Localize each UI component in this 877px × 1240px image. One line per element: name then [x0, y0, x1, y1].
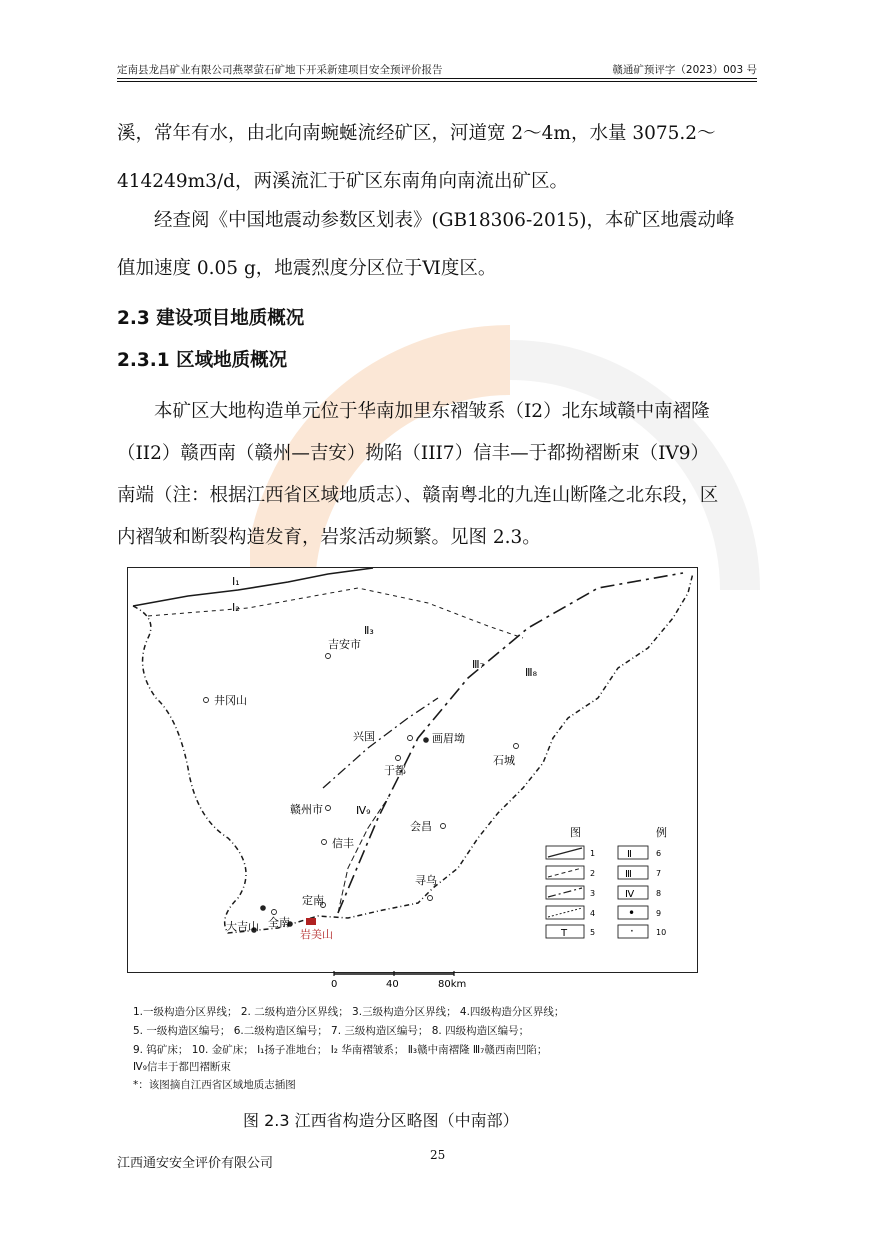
legend-title: 图: [570, 826, 581, 839]
place-label: 信丰: [332, 837, 354, 850]
paragraph-line: 值加速度 0.05 g，地震烈度分区位于Ⅵ度区。: [117, 258, 497, 279]
scale-label: 80km: [438, 979, 467, 990]
paragraph-line: 南端（注：根据江西省区域地质志）、赣南粤北的九连山断隆之北东段，区: [117, 485, 719, 506]
legend-note-line: 5. 一级构造区编号； 6.二级构造区编号； 7. 三级构造区编号； 8. 四级构造区编号；: [133, 1025, 530, 1037]
place-label: 赣州市: [290, 803, 323, 816]
map-legend: [541, 825, 688, 939]
zone-label: Ⅱ₃: [364, 624, 374, 637]
legend-symbol: Ⅱ: [627, 849, 632, 860]
scale-label: 0: [331, 979, 338, 990]
footer-company: 江西通安安全评价有限公司: [117, 1156, 274, 1171]
legend-title: 例: [656, 826, 667, 839]
zone-label: Ⅰ₂: [232, 601, 240, 614]
place-label: 定南: [302, 894, 324, 907]
legend-symbol: Ⅲ: [625, 869, 632, 880]
place-label: 大吉山: [226, 920, 259, 933]
place-label: 兴国: [353, 730, 375, 743]
legend-symbol: Ⅳ: [625, 889, 635, 900]
subsection-heading: 2.3.1 区域地质概况: [117, 350, 288, 371]
mine-location-marker: [306, 918, 316, 925]
scale-label: 40: [386, 979, 399, 990]
legend-note-line: Ⅳ₉信丰于都凹褶断束: [133, 1061, 231, 1073]
legend-number: 8: [656, 889, 662, 898]
place-marker: [428, 896, 433, 901]
header-report-number: 赣通矿预评字（2023）003 号: [612, 64, 757, 76]
place-label: 全南: [268, 916, 290, 929]
place-label: 石城: [493, 754, 515, 767]
paragraph-line: 经查阅《中国地震动参数区划表》(GB18306-2015)，本矿区地震动峰: [154, 210, 735, 231]
paragraph-line: 溪，常年有水，由北向南蜿蜒流经矿区，河道宽 2～4m，水量 3075.2～: [117, 123, 716, 144]
paragraph-line: 本矿区大地构造单元位于华南加里东褶皱系（I2）北东域赣中南褶隆: [154, 401, 710, 422]
header-report-title: 定南县龙昌矿业有限公司燕翠萤石矿地下开采新建项目安全预评价报告: [117, 64, 443, 76]
header-rule: [117, 78, 757, 79]
page-header: [117, 60, 757, 78]
legend-number: 1: [590, 849, 596, 858]
legend-number: 10: [656, 928, 667, 937]
legend-note-line: 9. 钨矿床； 10. 金矿床； Ⅰ₁扬子准地台； Ⅰ₂ 华南褶皱系； Ⅱ₃赣中南褶隆 Ⅲ₇赣西南凹陷；: [133, 1044, 548, 1056]
place-label: 画眉坳: [432, 732, 465, 745]
paragraph-line: （II2）赣西南（赣州—吉安）拗陷（III7）信丰—于都拗褶断束（IV9）: [117, 443, 710, 464]
legend-number: 7: [656, 869, 662, 878]
place-marker: [514, 744, 519, 749]
legend-number: 6: [656, 849, 662, 858]
legend-symbol: •: [628, 906, 636, 920]
place-label: 寻乌: [415, 874, 437, 887]
legend-symbol: T: [561, 928, 568, 939]
place-marker: [272, 910, 277, 915]
legend-number: 2: [590, 869, 596, 878]
place-label: 吉安市: [328, 638, 361, 651]
place-marker: [326, 806, 331, 811]
level3-boundary-west: [323, 698, 438, 788]
section-heading: 2.3 建设项目地质概况: [117, 308, 305, 329]
legend-number: 3: [590, 889, 596, 898]
place-marker: [396, 756, 401, 761]
place-marker: [260, 905, 266, 911]
tectonic-map: [127, 567, 698, 973]
page-number: 25: [430, 1148, 446, 1162]
scale-bar: [328, 970, 488, 996]
figure-caption: 图 2.3 江西省构造分区略图（中南部）: [243, 1111, 519, 1130]
zone-label: Ⅳ₉: [356, 804, 371, 817]
place-marker: [408, 736, 413, 741]
place-marker: [423, 737, 429, 743]
place-marker: [204, 698, 209, 703]
legend-note-source: *：该图摘自江西省区域地质志插图: [133, 1079, 296, 1091]
legend-symbol: ·: [630, 924, 634, 938]
place-marker: [441, 824, 446, 829]
legend-number: 5: [590, 928, 596, 937]
map-canvas: [128, 568, 697, 972]
level2-boundary: [148, 588, 523, 638]
mine-location-label: 岩美山: [300, 928, 333, 941]
legend-note-line: 1.一级构造分区界线； 2. 二级构造分区界线； 3.三级构造分区界线； 4.四级构造分区界线；: [133, 1006, 565, 1018]
zone-label: Ⅲ₇: [472, 658, 484, 671]
level1-boundary: [133, 568, 373, 606]
zone-label: Ⅲ₈: [525, 666, 537, 679]
legend-number: 4: [590, 909, 596, 918]
place-label: 井冈山: [214, 694, 247, 707]
place-marker: [326, 654, 331, 659]
place-label: 于都: [384, 764, 406, 777]
zone-label: Ⅰ₁: [232, 575, 240, 588]
legend-number: 9: [656, 909, 662, 918]
place-marker: [322, 840, 327, 845]
place-label: 会昌: [410, 820, 432, 833]
paragraph-line: 内褶皱和断裂构造发育，岩浆活动频繁。见图 2.3。: [117, 527, 541, 548]
paragraph-line: 414249m3/d，两溪流汇于矿区东南角向南流出矿区。: [117, 171, 569, 192]
header-rule-thin: [117, 81, 757, 82]
